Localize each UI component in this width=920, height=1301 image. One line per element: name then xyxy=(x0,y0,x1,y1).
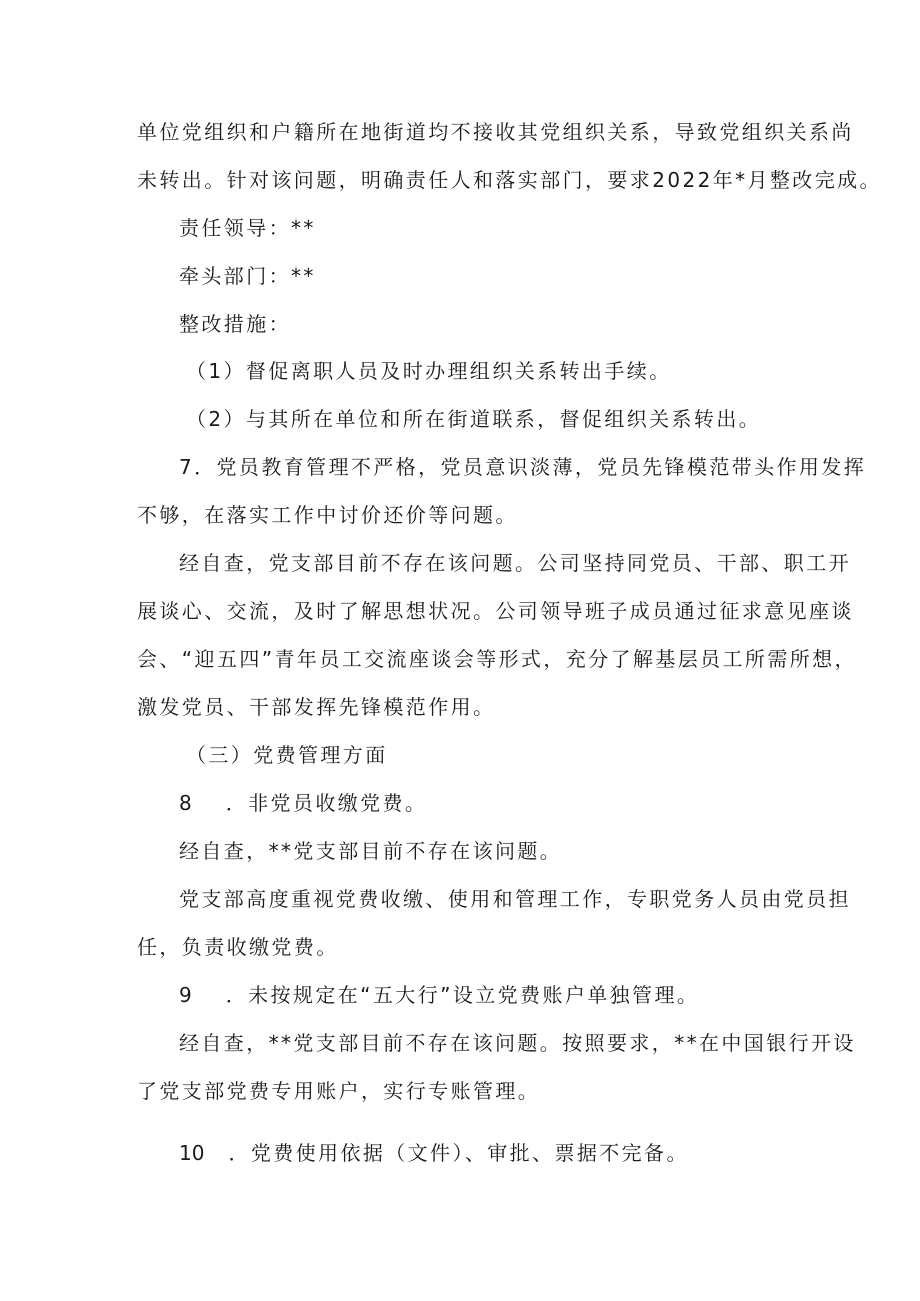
item-title: ．党费使用依据（文件）、审批、票据不完备。 xyxy=(228,1141,689,1165)
item-title: ．未按规定在“五大行”设立党费账户单独管理。 xyxy=(225,983,700,1007)
paragraph-line: 任，负责收缴党费。 xyxy=(137,935,339,959)
item-title: ．非党员收缴党费。 xyxy=(225,791,428,815)
paragraph-line: 未转出。针对该问题，明确责任人和落实部门，要求2022年*月整改完成。 xyxy=(137,168,882,192)
item-heading xyxy=(179,1139,689,1167)
paragraph-line: 经自查，**党支部目前不存在该问题。按照要求，**在中国银行开设 xyxy=(179,1031,856,1055)
paragraph-line: 经自查，**党支部目前不存在该问题。 xyxy=(179,839,563,863)
paragraph-line: 了党支部党费专用账户，实行专账管理。 xyxy=(137,1079,541,1103)
paragraph-line: 经自查，党支部目前不存在该问题。公司坚持同党员、干部、职工开 xyxy=(179,551,851,575)
item-heading xyxy=(179,981,699,1009)
measures-heading: 整改措施： xyxy=(179,312,291,336)
paragraph-line: 单位党组织和户籍所在地街道均不接收其党组织关系，导致党组织关系尚 xyxy=(137,120,854,144)
paragraph-line: 展谈心、交流，及时了解思想状况。公司领导班子成员通过征求意见座谈 xyxy=(137,599,854,623)
item-number: 9 xyxy=(179,983,192,1007)
paragraph-line: 不够，在落实工作中讨价还价等问题。 xyxy=(137,503,518,527)
item-heading: 7．党员教育管理不严格，党员意识淡薄，党员先锋模范带头作用发挥 xyxy=(179,455,867,479)
item-number: 8 xyxy=(179,791,192,815)
item-heading xyxy=(179,789,427,817)
item-number: 10 xyxy=(179,1141,205,1165)
measure-item: （1）督促离职人员及时办理组织关系转出手续。 xyxy=(186,359,672,383)
section-heading: （三）党费管理方面 xyxy=(186,743,388,767)
lead-department-line: 牵头部门：** xyxy=(179,264,316,288)
paragraph-line: 党支部高度重视党费收缴、使用和管理工作，专职党务人员由党员担 xyxy=(179,887,851,911)
paragraph-line: 激发党员、干部发挥先锋模范作用。 xyxy=(137,695,496,719)
paragraph-line: 会、“迎五四”青年员工交流座谈会等形式，充分了解基层员工所需所想， xyxy=(137,647,857,671)
measure-item: （2）与其所在单位和所在街道联系，督促组织关系转出。 xyxy=(186,407,762,431)
responsible-leader-line: 责任领导：** xyxy=(179,216,316,240)
